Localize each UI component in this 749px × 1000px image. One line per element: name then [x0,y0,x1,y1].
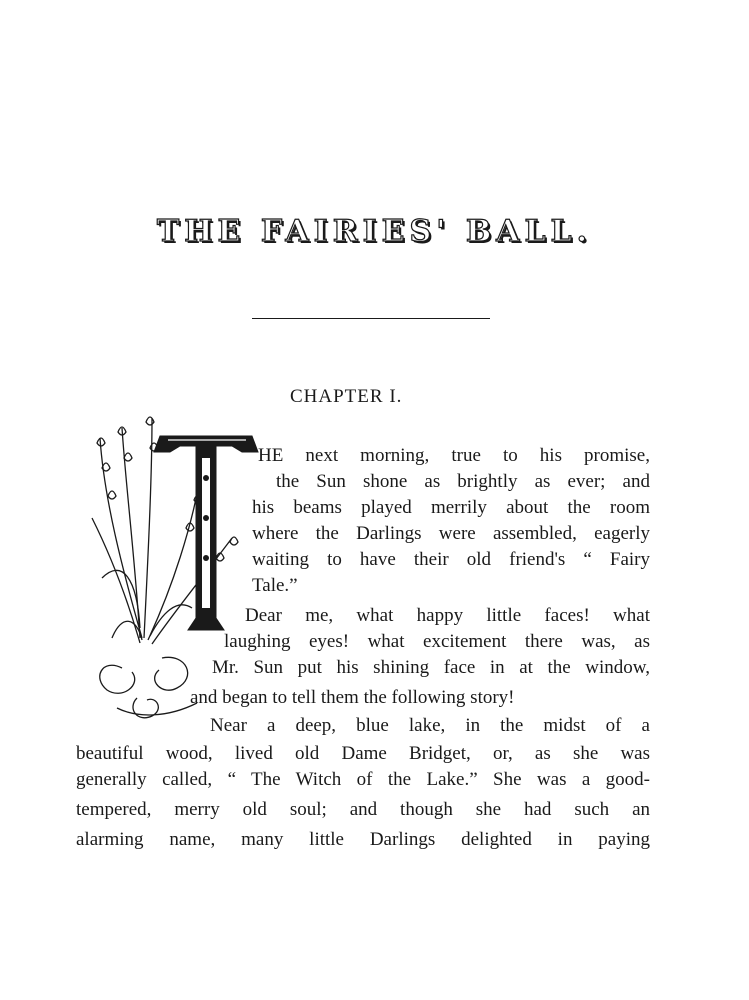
text-line: Tale.” [252,575,298,596]
text-line: Near a deep, blue lake, in the midst of a [210,715,650,736]
text-line: the Sun shone as brightly as ever; and [276,471,650,492]
text-line: alarming name, many little Darlings delighted in paying [76,829,650,850]
text-line: Dear me, what happy little faces! what [245,605,650,626]
book-title: THE FAIRIES' BALL. [156,214,593,249]
chapter-heading: CHAPTER I. [290,386,403,407]
text-line: laughing eyes! what excitement there was, as [224,631,650,652]
text-line: his beams played merrily about the room [252,497,650,518]
text-line: Mr. Sun put his shining face in at the window, [212,657,650,678]
text-line: and began to tell them the following story! [190,687,515,708]
text-line: HE next morning, true to his promise, [258,445,650,466]
text-line: beautiful wood, lived old Dame Bridget, or, as she was [76,743,650,764]
title-divider [252,318,490,319]
text-line: waiting to have their old friend's “ Fairy [252,549,650,570]
text-line: where the Darlings were assembled, eagerly [252,523,650,544]
text-line: tempered, merry old soul; and though she had such an [76,799,650,820]
text-line: generally called, “ The Witch of the Lake.” She was a good- [76,769,650,790]
